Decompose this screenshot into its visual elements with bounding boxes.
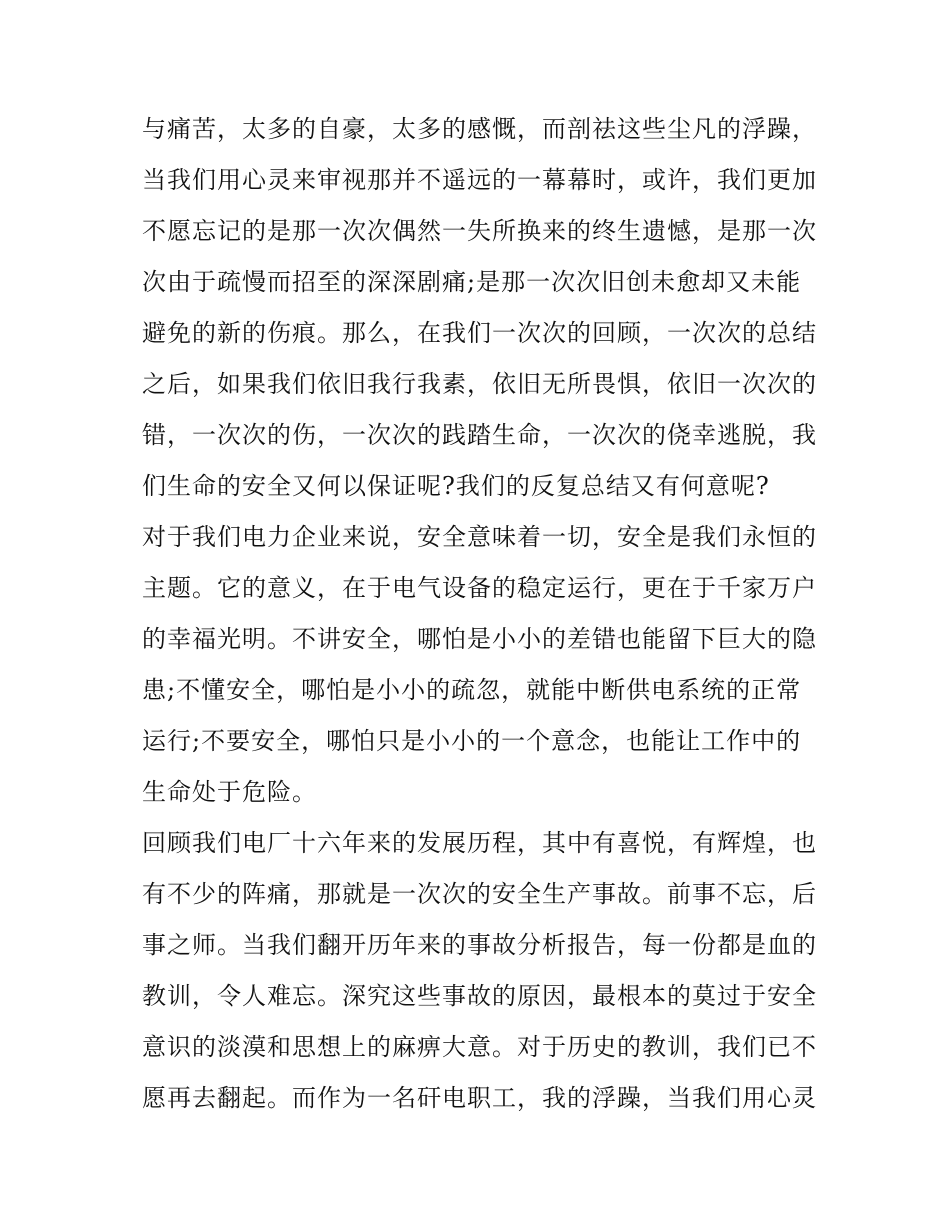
text-line: 次由于疏慢而招至的深深剧痛;是那一次次旧创未愈却又未能 bbox=[142, 268, 802, 296]
text-line: 错，一次次的伤，一次次的践踏生命，一次次的侥幸逃脱，我 bbox=[142, 421, 817, 449]
text-line: 教训，令人难忘。深究这些事故的原因，最根本的莫过于安全 bbox=[142, 982, 817, 1010]
text-line: 的幸福光明。不讲安全，哪怕是小小的差错也能留下巨大的隐 bbox=[142, 625, 817, 653]
text-line: 对于我们电力企业来说，安全意味着一切，安全是我们永恒的 bbox=[142, 523, 817, 551]
text-line: 们生命的安全又何以保证呢?我们的反复总结又有何意呢? bbox=[142, 472, 770, 500]
text-line: 患;不懂安全，哪怕是小小的疏忽，就能中断供电系统的正常 bbox=[142, 676, 802, 704]
text-line: 有不少的阵痛，那就是一次次的安全生产事故。前事不忘，后 bbox=[142, 880, 817, 908]
text-line: 回顾我们电厂十六年来的发展历程，其中有喜悦，有辉煌，也 bbox=[142, 829, 817, 857]
text-line: 事之师。当我们翻开历年来的事故分析报告，每一份都是血的 bbox=[142, 931, 817, 959]
text-line: 当我们用心灵来审视那并不遥远的一幕幕时，或许，我们更加 bbox=[142, 166, 817, 194]
text-line: 愿再去翻起。而作为一名矸电职工，我的浮躁，当我们用心灵 bbox=[142, 1084, 817, 1112]
text-line: 之后，如果我们依旧我行我素，依旧无所畏惧，依旧一次次的 bbox=[142, 370, 817, 398]
text-line: 不愿忘记的是那一次次偶然一失所换来的终生遗憾，是那一次 bbox=[142, 217, 817, 245]
text-line: 意识的淡漠和思想上的麻痹大意。对于历史的教训，我们已不 bbox=[142, 1033, 817, 1061]
text-line: 主题。它的意义，在于电气设备的稳定运行，更在于千家万户 bbox=[142, 574, 817, 602]
text-line: 与痛苦，太多的自豪，太多的感慨，而剖祛这些尘凡的浮躁， bbox=[142, 115, 817, 143]
body-text bbox=[142, 104, 817, 1124]
text-line: 运行;不要安全，哪怕只是小小的一个意念，也能让工作中的 bbox=[142, 727, 802, 755]
text-line: 避免的新的伤痕。那么，在我们一次次的回顾，一次次的总结 bbox=[142, 319, 817, 347]
text-line: 生命处于危险。 bbox=[142, 778, 317, 806]
